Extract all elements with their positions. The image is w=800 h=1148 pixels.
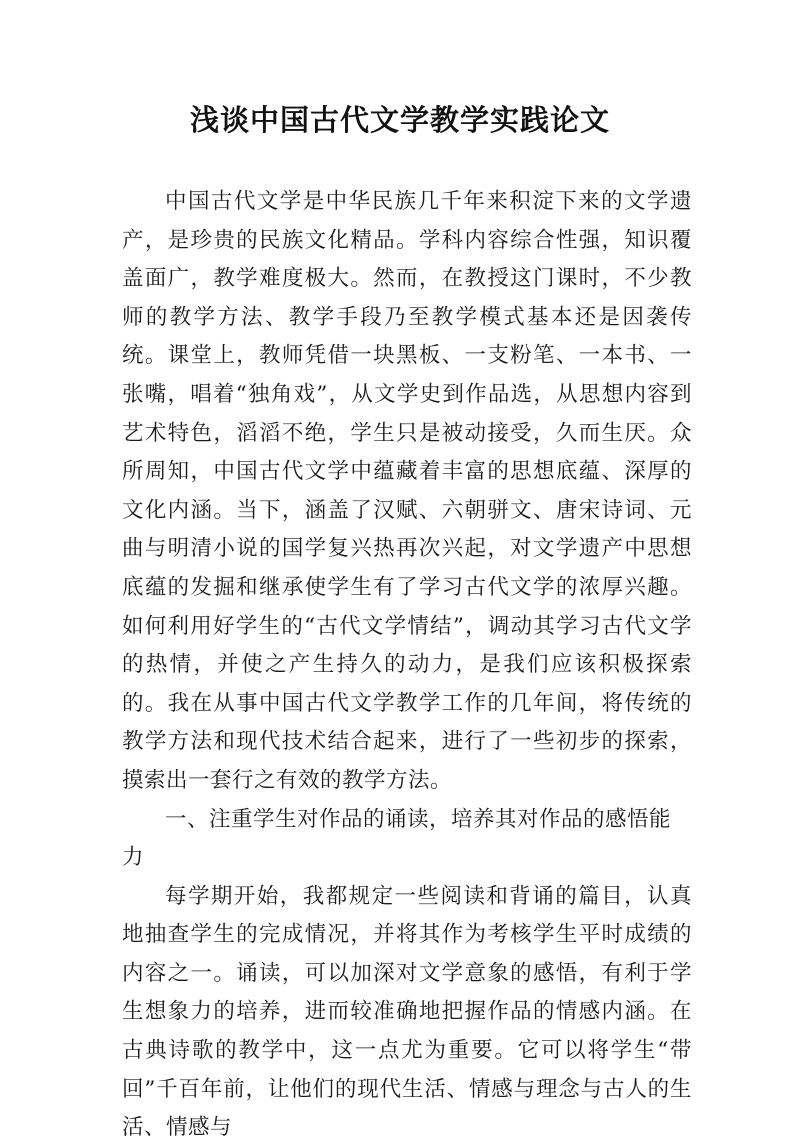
section-paragraph: 每学期开始，我都规定一些阅读和背诵的篇目，认真地抽查学生的完成情况，并将其作为考核学生平时成绩的内容之一。诵读，可以加深对文学意象的感悟，有利于学生想象力的培养，进而较准确地把握作品的情感内涵。在古典诗歌的教学中，这一点尤为重要。它可以将学生“带回”千百年前，让他们的现代生活、情感与理念与古人的生活、情感与 <box>122 883 692 1141</box>
section-heading: 一、注重学生对作品的诵读，培养其对作品的感悟能力 <box>122 806 672 871</box>
document-title: 浅谈中国古代文学教学实践论文 <box>189 103 610 137</box>
document-body <box>122 183 692 1148</box>
intro-paragraph: 中国古代文学是中华民族几千年来积淀下来的文学遗产，是珍贵的民族文化精品。学科内容综合性强，知识覆盖面广，教学难度极大。然而，在教授这门课时，不少教师的教学方法、教学手段乃至教学模式基本还是因袭传统。课堂上，教师凭借一块黑板、一支粉笔、一本书、一张嘴，唱着“独角戏”，从文学史到作品选，从思想内容到艺术特色，滔滔不绝，学生只是被动接受，久而生厌。众所周知，中国古代文学中蕴藏着丰富的思想底蕴、深厚的文化内涵。当下，涵盖了汉赋、六朝骈文、唐宋诗词、元曲与明清小说的国学复兴热再次兴起，对文学遗产中思想底蕴的发掘和继承使学生有了学习古代文学的浓厚兴趣。如何利用好学生的“古代文学情结”，调动其学习古代文学的热情，并使之产生持久的动力，是我们应该积极探索的。我在从事中国古代文学教学工作的几年间，将传统的教学方法和现代技术结合起来，进行了一些初步的探索，摸索出一套行之有效的教学方法。 <box>122 189 692 793</box>
